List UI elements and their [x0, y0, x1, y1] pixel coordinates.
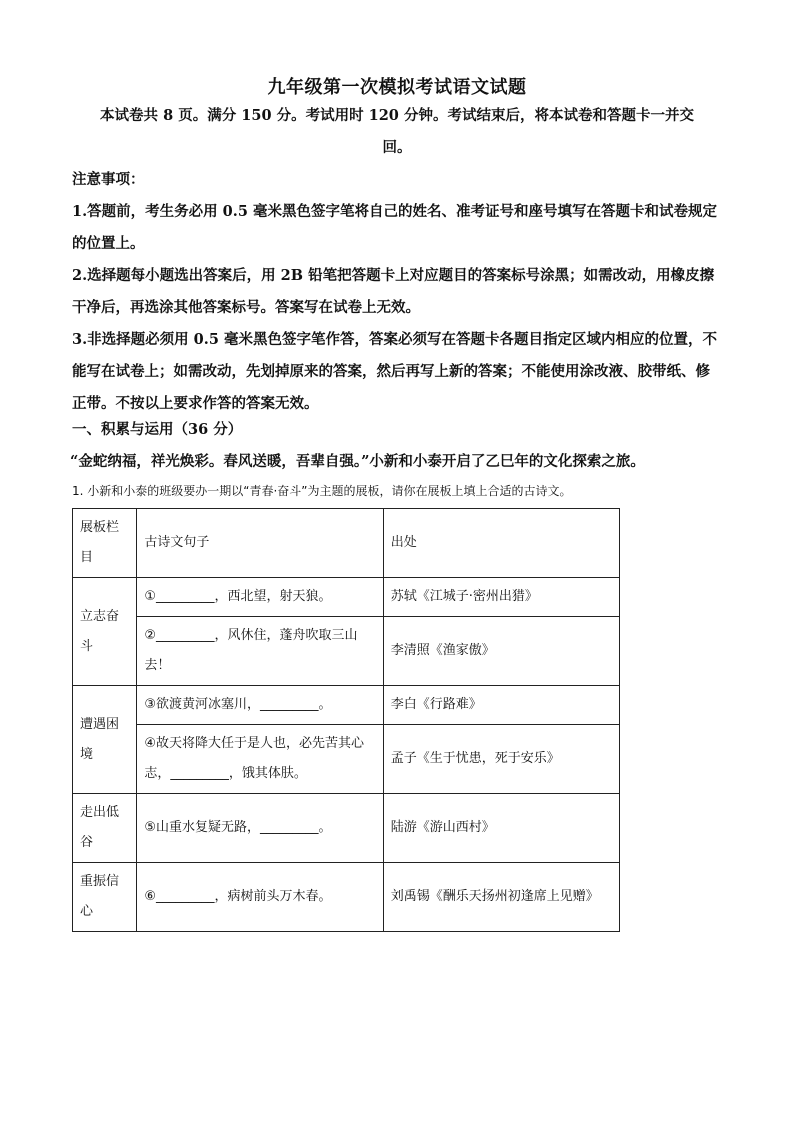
- table-row: [73, 578, 620, 617]
- note-2: 2.选择题每小题选出答案后，用 2B 铅笔把答题卡上对应题目的答案标号涂黑；如需改动，用橡皮擦干净后，再选涂其他答案标号。答案写在试卷上无效。: [72, 267, 715, 316]
- group-label: 立志奋斗: [73, 578, 137, 686]
- table-header-row: [73, 509, 620, 578]
- notes-heading: 注意事项：: [72, 171, 145, 188]
- intro-line-2: 回。: [382, 139, 412, 156]
- table-row: [73, 863, 620, 932]
- sentence-cell: ④故天将降大任于是人也，必先苦其心志，_________，饿其体肤。: [137, 725, 383, 794]
- source-cell: 李清照《渔家傲》: [383, 617, 619, 686]
- source-cell: 孟子《生于忧患，死于安乐》: [383, 725, 619, 794]
- source-cell: 苏轼《江城子·密州出猎》: [383, 578, 619, 617]
- sentence-cell: ②_________，风休住，蓬舟吹取三山去！: [137, 617, 383, 686]
- lead-sentence: “金蛇纳福，祥光焕彩。春风送暖，吾辈自强。”小新和小泰开启了乙巳年的文化探索之旅。: [70, 453, 645, 470]
- group-label: 走出低谷: [73, 794, 137, 863]
- table-row: [73, 686, 620, 725]
- section-heading: 一、积累与运用（36 分）: [72, 421, 243, 438]
- page-title: 九年级第一次模拟考试语文试题: [267, 77, 527, 98]
- group-label: 重振信心: [73, 863, 137, 932]
- poetry-board-table: [72, 508, 620, 932]
- note-3: 3.非选择题必须用 0.5 毫米黑色签字笔作答，答案必须写在答题卡各题目指定区域内相应的位置，不能写在试卷上；如需改动，先划掉原来的答案，然后再写上新的答案；不能使用涂改液、胶带纸、修正带。不按以上要求作答的答案无效。: [72, 331, 717, 412]
- source-cell: 陆游《游山西村》: [383, 794, 619, 863]
- header-source: 出处: [383, 509, 619, 578]
- source-cell: 刘禹锡《酬乐天扬州初逢席上见赠》: [383, 863, 619, 932]
- note-1: 1.答题前，考生务必用 0.5 毫米黑色签字笔将自己的姓名、准考证号和座号填写在答题卡和试卷规定的位置上。: [72, 203, 717, 252]
- header-column: 展板栏目: [73, 509, 137, 578]
- sentence-cell: ①_________，西北望，射天狼。: [137, 578, 383, 617]
- table-row: [73, 794, 620, 863]
- source-cell: 李白《行路难》: [383, 686, 619, 725]
- sentence-cell: ⑥_________，病树前头万木春。: [137, 863, 383, 932]
- header-sentence: 古诗文句子: [137, 509, 383, 578]
- sentence-cell: ⑤山重水复疑无路，_________。: [137, 794, 383, 863]
- table-row: [73, 617, 620, 686]
- intro-line-1: 本试卷共 8 页。满分 150 分。考试用时 120 分钟。考试结束后，将本试卷和答题卡一并交: [100, 107, 694, 124]
- sentence-cell: ③欲渡黄河冰塞川，_________。: [137, 686, 383, 725]
- table-row: [73, 725, 620, 794]
- group-label: 遭遇困境: [73, 686, 137, 794]
- question-1: 1. 小新和小泰的班级要办一期以“青春·奋斗”为主题的展板，请你在展板上填上合适的古诗文。: [72, 484, 572, 498]
